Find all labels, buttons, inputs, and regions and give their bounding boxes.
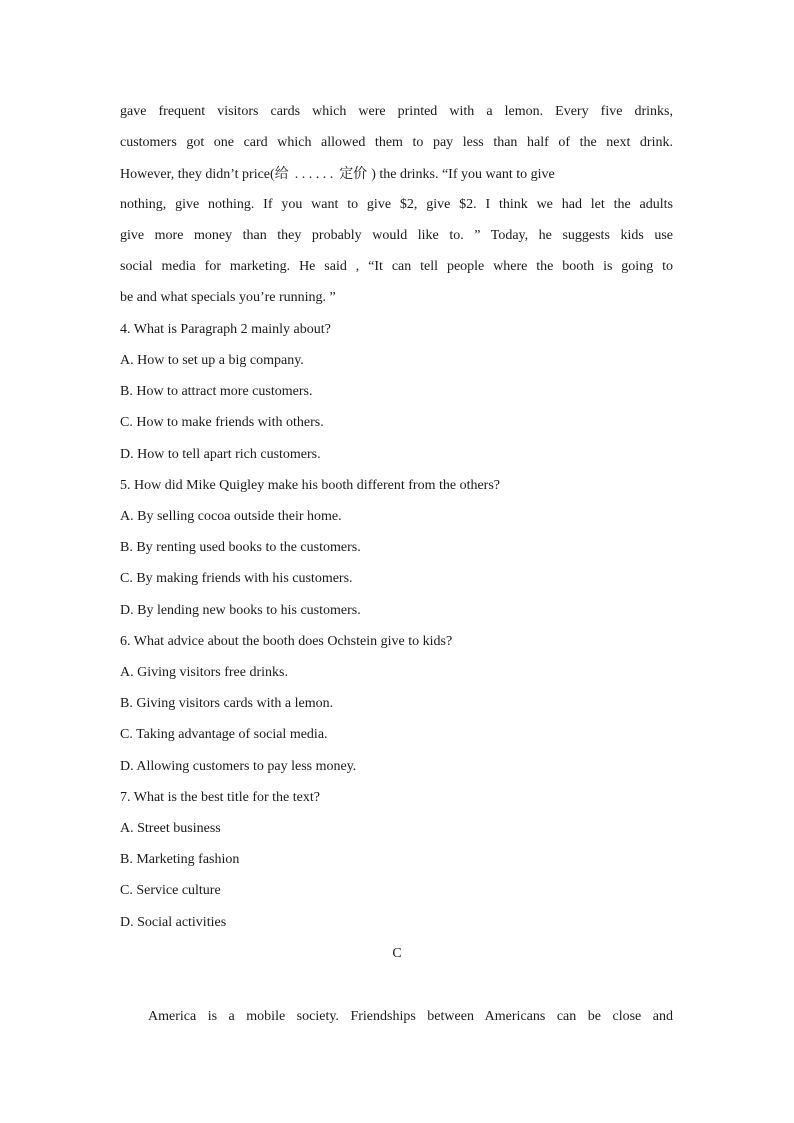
question-7-stem: 7. What is the best title for the text? — [120, 790, 320, 805]
passage-line-7: be and what specials you’re running. ” — [120, 290, 336, 305]
question-5-option-a: A. By selling cocoa outside their home. — [120, 509, 342, 524]
passage-line-3 — [120, 164, 673, 185]
section-c-first-line: America is a mobile society. Friendships between Americans can be close and — [148, 1009, 673, 1024]
question-7-option-b: B. Marketing fashion — [120, 852, 240, 867]
question-4-option-d: D. How to tell apart rich customers. — [120, 447, 321, 462]
question-6-option-a: A. Giving visitors free drinks. — [120, 665, 288, 680]
gloss-chinese-give: 给 — [274, 166, 289, 182]
question-5-stem: 5. How did Mike Quigley make his booth different from the others? — [120, 478, 500, 493]
question-5-option-b: B. By renting used books to the customers. — [120, 540, 361, 555]
question-6-option-b: B. Giving visitors cards with a lemon. — [120, 696, 334, 711]
question-6-option-d: D. Allowing customers to pay less money. — [120, 759, 357, 774]
passage-line-1: gave frequent visitors cards which were printed with a lemon. Every five drinks, — [120, 104, 673, 119]
question-7-option-a: A. Street business — [120, 821, 221, 836]
gloss-chinese-price: 定价 — [339, 166, 368, 182]
gloss-dots: . . . . . . — [294, 167, 334, 182]
passage-line-2: customers got one card which allowed them to pay less than half of the next drink. — [120, 135, 673, 150]
question-4-stem: 4. What is Paragraph 2 mainly about? — [120, 322, 331, 337]
passage-line-6: social media for marketing. He said , “It can tell people where the booth is going to — [120, 259, 673, 274]
passage-line-3-start: However, they didn’t price( — [120, 167, 275, 182]
question-5-option-c: C. By making friends with his customers. — [120, 571, 353, 586]
question-5-option-d: D. By lending new books to his customers. — [120, 603, 361, 618]
section-c-heading: C — [392, 946, 402, 961]
question-7-option-c: C. Service culture — [120, 883, 221, 898]
question-6-option-c: C. Taking advantage of social media. — [120, 727, 328, 742]
question-4-option-a: A. How to set up a big company. — [120, 353, 304, 368]
question-7-option-d: D. Social activities — [120, 915, 227, 930]
passage-line-5: give more money than they probably would like to. ” Today, he suggests kids use — [120, 228, 673, 243]
passage-line-4: nothing, give nothing. If you want to give $2, give $2. I think we had let the adults — [120, 197, 673, 212]
question-6-stem: 6. What advice about the booth does Ochstein give to kids? — [120, 634, 453, 649]
question-4-option-b: B. How to attract more customers. — [120, 384, 313, 399]
question-4-option-c: C. How to make friends with others. — [120, 415, 324, 430]
passage-line-3-end: ) the drinks. “If you want to give — [371, 167, 555, 182]
